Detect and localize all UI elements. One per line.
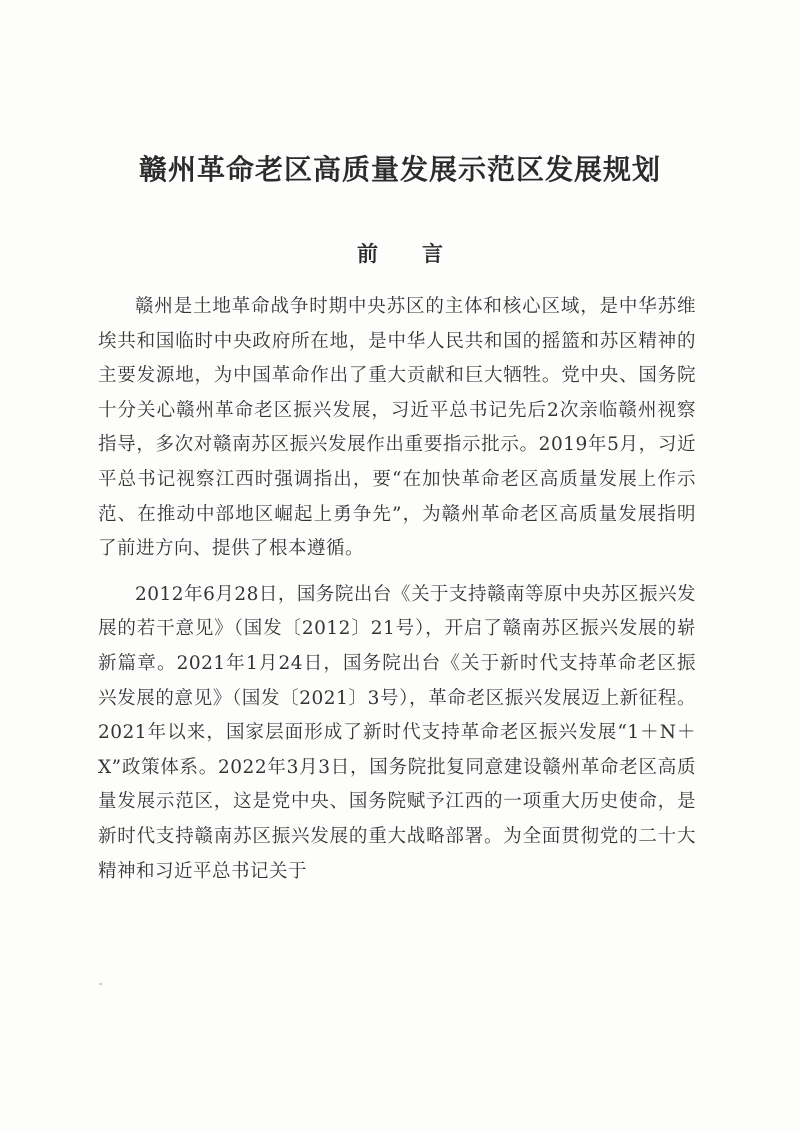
scan-artifact: [99, 983, 102, 985]
paragraph: 2012年6月28日，国务院出台《关于支持赣南等原中央苏区振兴发展的若干意见》（国发〔2012〕21号），开启了赣南苏区振兴发展的崭新篇章。2021年1月24日，国务院出台《关于新时代支持革命老区振兴发展的意见》（国发〔2021〕3号），革命老区振兴发展迈上新征程。2021年以来，国家层面形成了新时代支持革命老区振兴发展“1＋N＋X”政策体系。2022年3月3日，国务院批复同意建设赣州革命老区高质量发展示范区，这是党中央、国务院赋予江西的一项重大历史使命，是新时代支持赣南苏区振兴发展的重大战略部署。为全面贯彻党的二十大精神和习近平总书记关于: [98, 583, 696, 882]
paragraph: 赣州是土地革命战争时期中央苏区的主体和核心区域，是中华苏维埃共和国临时中央政府所在地，是中华人民共和国的摇篮和苏区精神的主要发源地，为中国革命作出了重大贡献和巨大牺牲。党中央、国务院十分关心赣州革命老区振兴发展，习近平总书记先后2次亲临赣州视察指导，多次对赣南苏区振兴发展作出重要指示批示。2019年5月，习近平总书记视察江西时强调指出，要“在加快革命老区高质量发展上作示范、在推动中部地区崛起上勇争先”，为赣州革命老区高质量发展指明了前进方向、提供了根本遵循。: [98, 296, 696, 560]
document-body: [98, 290, 696, 900]
section-heading-preface: 前言: [357, 241, 487, 266]
document-title: 赣州革命老区高质量发展示范区发展规划: [138, 153, 661, 186]
